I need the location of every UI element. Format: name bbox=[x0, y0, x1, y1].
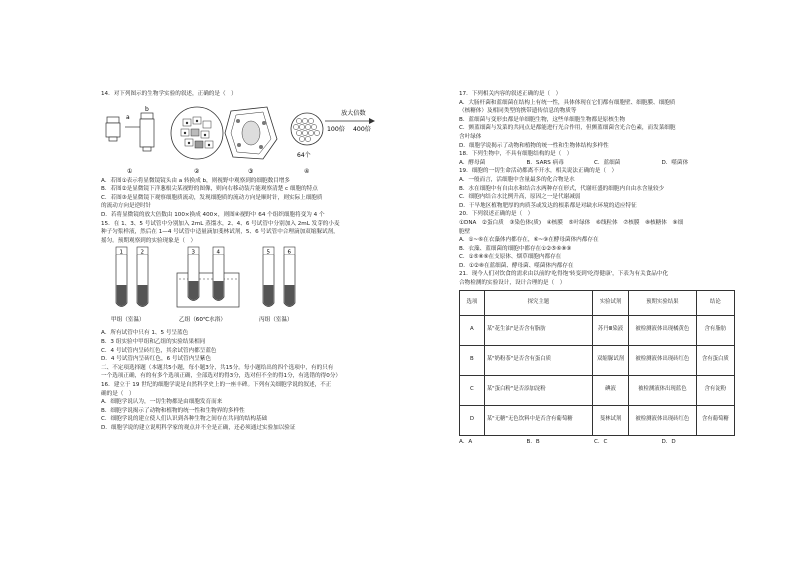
q15-option-a: A．所有试管中只有 1、5 号呈蓝色 bbox=[101, 330, 189, 337]
table-cell: 斐林试剂 bbox=[592, 405, 628, 435]
table-header: 实验试剂 bbox=[592, 290, 628, 315]
q21-table bbox=[459, 290, 735, 436]
q17-option-c: C．颤蓝细菌与发菜的共同点是都能进行光合作用，但颤蓝细菌含光合色素，而发菜细胞 bbox=[459, 125, 676, 132]
q14-option-c-cont: 的流动方向是逆时针 bbox=[101, 203, 152, 210]
test-tube bbox=[116, 247, 127, 307]
figure-label-3: ③ bbox=[248, 167, 254, 175]
table-cell: 含有脂肪 bbox=[696, 315, 734, 345]
table-header: 预期实验结果 bbox=[629, 290, 697, 315]
table-cell: 被检测液体出现砖红色 bbox=[629, 345, 697, 375]
magnification-low: 100倍 bbox=[327, 125, 345, 133]
table-cell: 含有淀粉 bbox=[696, 375, 734, 405]
q14-figure bbox=[101, 99, 449, 177]
table-row bbox=[460, 345, 735, 375]
q19-option-c: C．细胞内结合水比例升高，原因之一是代谢减弱 bbox=[459, 194, 581, 201]
table-cell: 双缩脲试剂 bbox=[592, 345, 628, 375]
q18-option-c: C．蓝细菌 bbox=[594, 159, 621, 166]
q16-stem-cont: 确的是（ ） bbox=[101, 390, 135, 397]
q14-option-a: A．若图①表示将显微镜镜头由 a 转换成 b，则视野中观察到的细胞数目增多 bbox=[101, 177, 290, 184]
q20-option-b: B．衣藻、蓝细菌的细胞中都存在①②⑤⑥⑧⑨ bbox=[459, 245, 572, 252]
table-cell: 被检测液体出现砖红色 bbox=[629, 405, 697, 435]
tube-number: 1 bbox=[119, 249, 123, 256]
q16-option-c: C．细胞学说的建立使人们认识到各种生物之间存在共同的结构基础 bbox=[101, 416, 268, 423]
q21-option-c: C．C bbox=[594, 438, 608, 445]
table-cell: D bbox=[460, 405, 485, 435]
q14-option-c: C．若图③是显微镜下观察细胞质流动，发现细胞质的流动方向是顺时针，则实际上细胞质 bbox=[101, 194, 323, 201]
q14-stem: 14．对下列图示的生物学实验的叙述，正确的是（ ） bbox=[101, 91, 237, 97]
figure-label-1: ① bbox=[127, 167, 133, 175]
table-header: 探究主题 bbox=[484, 290, 592, 315]
table-cell: 某"奶粉茶"是否含有蛋白质 bbox=[484, 345, 592, 375]
q17-stem: 17．下列相关内容的叙述正确的是（ ） bbox=[459, 91, 562, 97]
table-cell: 某"蛋白粉"是否添加淀粉 bbox=[484, 375, 592, 405]
q20-option-d: D．①②⑧在蓝细菌、酵母菌、噬菌体内都存在 bbox=[459, 262, 574, 269]
objective-b-label: b bbox=[145, 105, 149, 113]
tube-number: 3 bbox=[191, 249, 195, 256]
q21-stem-cont: 合物检测的实验设计，设计合理的是（ ） bbox=[459, 280, 566, 287]
q16-stem: 16．建立于 19 世纪的细胞学说是自然科学史上的一座丰碑。下列有关细胞学说的叙述，不正 bbox=[101, 381, 332, 388]
test-tube bbox=[137, 247, 148, 307]
q15-figure-svg bbox=[101, 245, 449, 329]
test-tube bbox=[263, 247, 274, 307]
tissue-view bbox=[291, 113, 323, 145]
magnification-arrow bbox=[325, 118, 375, 124]
table-header: 选项 bbox=[460, 290, 485, 315]
q15-option-c: C．4 号试管内呈砖红色，其余试管内都呈蓝色 bbox=[101, 347, 217, 354]
q21-stem: 21．现今人们对饮食的需求由以前的'吃得饱'转变到'吃得健康'，下表为有关食品中化 bbox=[459, 271, 669, 278]
q20-option-c: C．①⑤⑧⑨在支原体、烟草细胞内都存在 bbox=[459, 254, 562, 261]
table-row bbox=[460, 315, 735, 345]
objective-lens-b bbox=[140, 113, 154, 151]
q19-option-b: B．水在细胞中有自由水和结合水两种存在形式，代谢旺盛的细胞内自由水含量较少 bbox=[459, 185, 665, 192]
table-cell: B bbox=[460, 345, 485, 375]
q21-option-a: A．A bbox=[459, 438, 473, 445]
q18-option-d: D．噬菌体 bbox=[661, 159, 689, 166]
right-column bbox=[459, 90, 735, 446]
q21-option-d: D．D bbox=[661, 438, 676, 445]
q17-option-c-cont: 含叶绿体 bbox=[459, 133, 482, 140]
q14-option-b: B．若图②是显微镜下洋葱根尖某视野的图像，则向右移动装片能观察清楚 c 细胞的特点 bbox=[101, 186, 318, 193]
q17-option-b: B．蓝细菌与变形虫都是单细胞生物，这些单细胞生物都是原核生物 bbox=[459, 116, 626, 123]
q16-option-b: B．细胞学说揭示了动物和植物的统一性和生物界的多样性 bbox=[101, 407, 245, 414]
tube-number: 6 bbox=[287, 249, 291, 256]
q18-stem: 18．下列生物中，不具有细胞结构的是（ ） bbox=[459, 151, 573, 158]
q15-option-d: D．4 号试管内呈砖红色，6 号试管内呈紫色 bbox=[101, 356, 212, 363]
table-cell: 被检测液体出现橘黄色 bbox=[629, 315, 697, 345]
q20-stem: 20．下列叙述正确的是（ ） bbox=[459, 211, 534, 218]
table-row bbox=[460, 375, 735, 405]
q15-stem-line: 15．在 1、3、5 号试管中分别加入 2mL 蒸馏水，2、4、6 号试管中分别加入 2mL 发芽的小麦 bbox=[101, 220, 340, 227]
table-cell: 某"花生油"是否含有脂肪 bbox=[484, 315, 592, 345]
q14-option-d: D．若将显微镜的放大倍数由 100×换成 400×，则图④视野中 64 个组织细胞将变为 4 个 bbox=[101, 211, 325, 218]
q16-option-a: A．细胞学说认为，一切生物都是由细胞发育而来 bbox=[101, 399, 223, 406]
table-header: 结论 bbox=[696, 290, 734, 315]
q18-option-a: A．酵母菌 bbox=[459, 159, 486, 166]
q15-stem-line: 摇匀。预期观察到的实验现象是（ ） bbox=[101, 237, 197, 244]
left-column bbox=[101, 90, 449, 432]
q15-stem-line: 种子匀浆样液，然后在 1—4 号试管中适量滴加斐林试剂，5、6 号试管中合理滴加双缩脲试剂， bbox=[101, 229, 339, 236]
group-label-bing: 丙组（室温） bbox=[259, 317, 293, 324]
table-cell: 含有蛋白质 bbox=[696, 345, 734, 375]
q21-option-b: B．B bbox=[526, 438, 540, 445]
magnification-high: 400倍 bbox=[353, 125, 371, 133]
magnification-title: 放大倍数 bbox=[341, 109, 366, 117]
q15-option-b: B．3 组实验中甲组和乙组的实验结果相同 bbox=[101, 338, 206, 345]
objective-a-label: a bbox=[126, 113, 130, 121]
group-label-jia: 甲组（室温） bbox=[111, 317, 145, 324]
objective-lens-a bbox=[106, 117, 120, 141]
table-cell: 被检测液体出现蓝色 bbox=[629, 375, 697, 405]
figure-label-4: ④ bbox=[304, 167, 310, 175]
q18-options bbox=[459, 159, 729, 168]
q20-items: ①DNA ②蛋白质 ③染色体(质) ④核膜 ⑤叶绿体 ⑥线粒体 ⑦核膜 ⑧核糖体 ⑨细 bbox=[459, 219, 684, 226]
table-cell: 某"无糖"无色饮料中是否含有葡萄糖 bbox=[484, 405, 592, 435]
tube-number: 5 bbox=[266, 249, 270, 256]
q17-option-d: D．细胞学说揭示了动物和植物的统一性和生物体结构多样性 bbox=[459, 142, 609, 149]
q18-option-b: B．SARS 病毒 bbox=[526, 159, 564, 166]
tube-number: 2 bbox=[140, 249, 144, 256]
cell-count: 64个 bbox=[297, 151, 311, 159]
group-label-yi: 乙组（60℃水浴） bbox=[179, 317, 226, 324]
q19-stem: 19．细胞的一切生命活动都离不开水，相关说法正确的是（ ） bbox=[459, 168, 618, 175]
q20-option-a: A．①~⑥在衣藻体内都存在，⑥~⑨在酵母菌体内都存在 bbox=[459, 237, 599, 244]
plant-cell bbox=[225, 107, 277, 159]
tube-number: 4 bbox=[216, 249, 220, 256]
water-bath bbox=[177, 273, 239, 307]
table-cell: C bbox=[460, 375, 485, 405]
q20-items-cont: 胞壁 bbox=[459, 228, 471, 235]
q15-figure bbox=[101, 245, 449, 329]
section-header: 一个选项正确，有的有多个选项正确，全部选对的得3分，选对但不全的得1分，有选错的得0分） bbox=[101, 373, 342, 380]
table-cell: 苏丹Ⅲ染液 bbox=[592, 315, 628, 345]
figure-label-2: ② bbox=[194, 167, 200, 175]
q16-option-d: D．细胞学说的建立说明科学家的观点并不全是正确，还必须通过实验加以验证 bbox=[101, 424, 296, 431]
q19-option-a: A．一般而言，活细胞中含量最多的化合物是水 bbox=[459, 176, 575, 183]
section-header: 二、不定项选择题（本题共5小题，每小题3分，共15分。每小题给出的四个选项中，有的只有 bbox=[101, 364, 334, 371]
root-tip-view bbox=[171, 107, 223, 159]
table-cell: 碘液 bbox=[592, 375, 628, 405]
q14-figure-svg bbox=[101, 99, 449, 177]
table-cell: A bbox=[460, 315, 485, 345]
q21-options bbox=[459, 438, 729, 447]
q19-option-d: D．干旱地区植物肥厚的肉质茎或发达的根系都是对缺水环境的适应特征 bbox=[459, 202, 637, 209]
test-tube bbox=[284, 247, 295, 307]
table-row bbox=[460, 405, 735, 435]
table-cell: 含有葡萄糖 bbox=[696, 405, 734, 435]
q17-option-a-cont: （核糖体）及相同类型的携带遗传信息的物质等 bbox=[459, 108, 577, 115]
table-header-row bbox=[460, 290, 735, 315]
q17-option-a: A．大肠杆菌和蓝细菌在结构上有统一性，具体体现在它们都有细胞壁、细胞膜、细胞质 bbox=[459, 99, 676, 106]
